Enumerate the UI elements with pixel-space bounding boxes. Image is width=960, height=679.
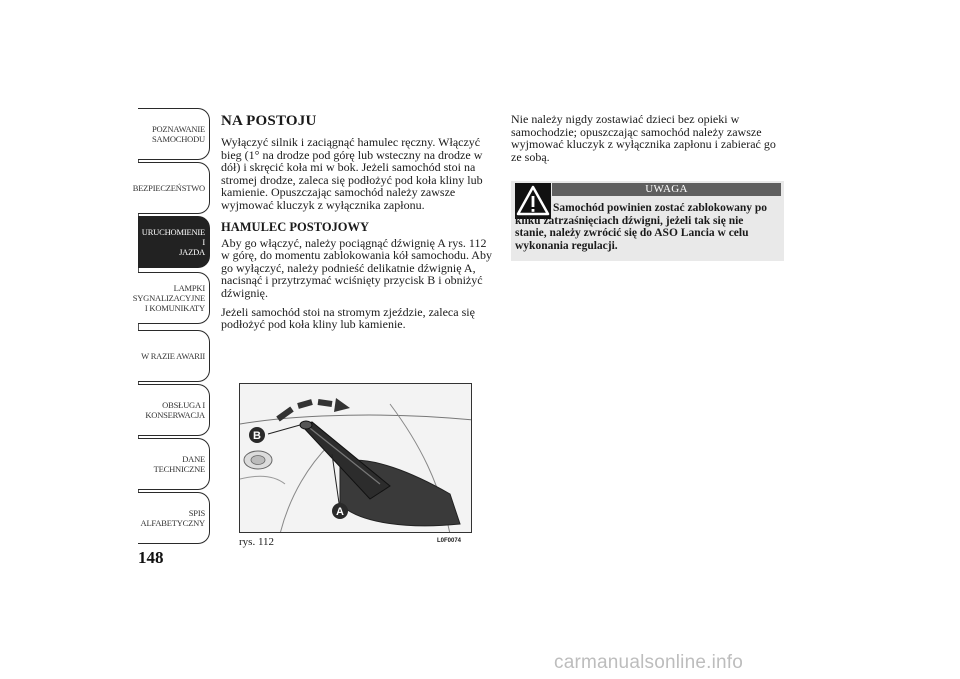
handbrake-illustration: [240, 384, 472, 533]
tab-obsluga-i-konserwacja[interactable]: OBSŁUGA I KONSERWACJA: [138, 384, 210, 436]
paragraph-steep-slope: Jeżeli samochód stoi na stromym zjeździe, zaleca się podłożyć pod koła kliny lub kamienie.: [221, 304, 475, 332]
tab-poznawanie-samochodu[interactable]: POZNAWANIE SAMOCHODU: [138, 108, 210, 160]
right-column: [511, 113, 786, 169]
paragraph-parking: Wyłączyć silnik i zaciągnąć hamulec ręczny. Włączyć bieg (1° na drodze pod górę lub wsteczny na drodze w dół) i skręcić koła mi w bok. Jeżeli samochód stoi na stromej drodze, zaleca się podłożyć pod koła kliny lub kamienie. Opuszczając samochód należy zawsze wyjmować kluczyk z wyłącznika zapłonu.: [221, 135, 483, 212]
left-column: [221, 113, 496, 337]
paragraph-handbrake: Aby go włączyć, należy pociągnąć dźwignię A rys. 112 w górę, do momentu zablokowania kół samochodu. Aby go wyłączyć, należy podnieść delikatnie dźwignię A, nacisnąć i przytrzymać wciśnięty przycisk B i obniżyć dźwignię.: [221, 235, 492, 300]
tab-lampki-sygnalizacyjne[interactable]: LAMPKI SYGNALIZACYJNE I KOMUNIKATY: [138, 272, 210, 324]
tab-bezpieczenstwo[interactable]: BEZPIECZEŃSTWO: [138, 162, 210, 214]
figure-handbrake: [239, 383, 472, 533]
warning-box: [511, 181, 784, 261]
tab-spis-alfabetyczny[interactable]: SPIS ALFABETYCZNY: [138, 492, 210, 544]
label-b: B: [253, 430, 261, 442]
warning-title: UWAGA: [552, 183, 781, 196]
tab-dane-techniczne[interactable]: DANE TECHNICZNE: [138, 438, 210, 490]
paragraph-children: Nie należy nigdy zostawiać dzieci bez opieki w samochodzie; opuszczając samochód należy zawsze wyjmować kluczyk z wyłącznika zapłonu i zabierać go ze sobą.: [511, 112, 776, 164]
label-a: A: [336, 506, 344, 518]
figure-code: L0F0074: [437, 538, 462, 544]
warning-text: Samochód powinien zostać zablokowany po kilku zatrzaśnięciach dźwigni, jeżeli tak się nie stanie, należy zwrócić się do ASO Lancia w celu wykonania regulacji.: [515, 202, 768, 252]
section-heading: NA POSTOJU: [221, 113, 317, 129]
tab-w-razie-awarii[interactable]: W RAZIE AWARII: [138, 330, 210, 382]
watermark: carmanualsonline.info: [554, 652, 744, 673]
page-number: 148: [138, 548, 164, 567]
tab-uruchomienie-i-jazda[interactable]: URUCHOMIENIE I JAZDA: [138, 216, 210, 268]
figure-caption: rys. 112: [239, 536, 275, 548]
subsection-heading: HAMULEC POSTOJOWY: [221, 219, 370, 234]
